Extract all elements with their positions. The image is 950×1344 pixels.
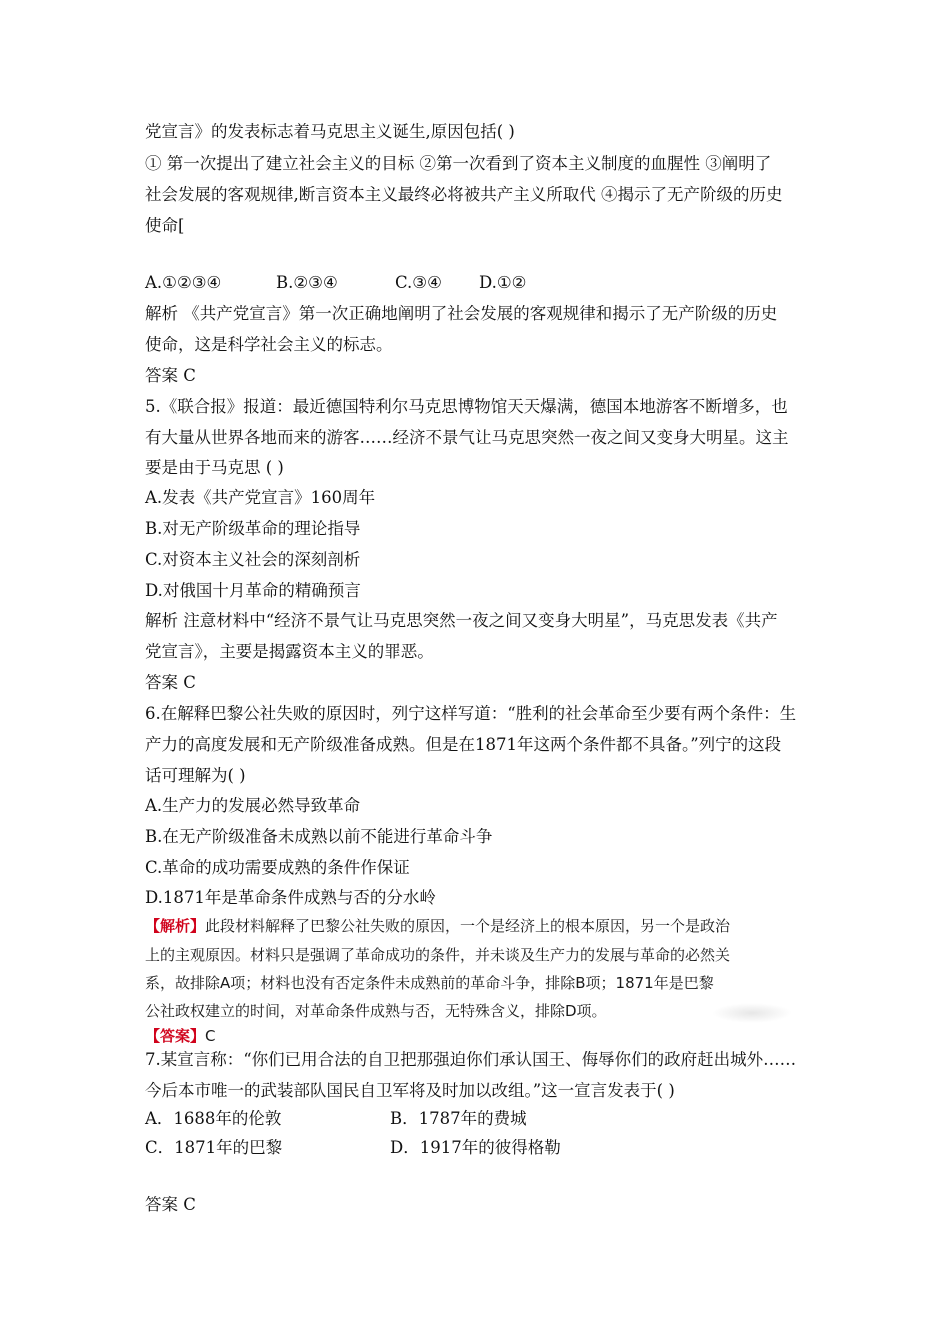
- q6-option-a: A.生产力的发展必然导致革命: [145, 796, 361, 815]
- q6-stem-line-3: 话可理解为( ): [145, 766, 246, 785]
- q4-option-c: C.③④: [395, 273, 442, 292]
- q4-analysis-line-1: 解析 《共产党宣言》第一次正确地阐明了社会发展的客观规律和揭示了无产阶级的历史: [145, 304, 778, 323]
- q7-option-d: D．1917年的彼得格勒: [390, 1138, 561, 1157]
- q4-option-b: B.②③④: [276, 273, 338, 292]
- q7-option-a: A．1688年的伦敦: [145, 1109, 282, 1128]
- q6-analysis-line-4: 公社政权建立的时间，对革命条件成熟与否，无特殊含义，排除D项。: [145, 1002, 607, 1020]
- q6-analysis-line-2: 上的主观原因。材料只是强调了革命成功的条件，并未谈及生产力的发展与革命的必然关: [145, 946, 731, 964]
- q4-stem-line-1: 党宣言》的发表标志着马克思主义诞生,原因包括( ): [145, 122, 515, 141]
- q4-option-a: A.①②③④: [145, 273, 222, 292]
- q6-option-d: D.1871年是革命条件成熟与否的分水岭: [145, 888, 436, 907]
- q6-stem-line-1: 6.在解释巴黎公社失败的原因时，列宁这样写道：“胜利的社会革命至少要有两个条件：生: [145, 704, 797, 723]
- q4-option-d: D.①②: [479, 273, 527, 292]
- q5-option-b: B.对无产阶级革命的理论指导: [145, 519, 361, 538]
- q7-option-c: C．1871年的巴黎: [145, 1138, 283, 1157]
- scan-smudge: [712, 1003, 792, 1023]
- analysis-text: 此段材料解释了巴黎公社失败的原因，一个是经济上的根本原因，另一个是政治: [205, 917, 731, 935]
- q5-stem-line-3: 要是由于马克思 ( ): [145, 458, 284, 477]
- q5-stem-line-1: 5.《联合报》报道：最近德国特利尔马克思博物馆天天爆满，德国本地游客不断增多，也: [145, 397, 788, 416]
- q6-option-c: C.革命的成功需要成熟的条件作保证: [145, 858, 410, 877]
- analysis-tag: 【解析】: [145, 917, 206, 935]
- q6-answer: [145, 1025, 216, 1047]
- q6-analysis-line-3: 系，故排除A项；材料也没有否定条件未成熟前的革命斗争，排除B项；1871年是巴黎: [145, 974, 714, 992]
- answer-tag: 【答案】: [145, 1027, 206, 1045]
- q5-analysis-line-1: 解析 注意材料中“经济不景气让马克思突然一夜之间又变身大明星”，马克思发表《共产: [145, 611, 778, 630]
- q4-stem-line-4: 使命[: [145, 216, 185, 235]
- q7-answer: 答案 C: [145, 1195, 196, 1214]
- q5-option-d: D.对俄国十月革命的精确预言: [145, 581, 361, 600]
- q5-analysis-line-2: 党宣言》，主要是揭露资本主义的罪恶。: [145, 642, 434, 661]
- q5-answer: 答案 C: [145, 673, 196, 692]
- answer-value: C: [205, 1027, 216, 1045]
- q6-stem-line-2: 产力的高度发展和无产阶级准备成熟。但是在1871年这两个条件都不具备。”列宁的这段: [145, 735, 782, 754]
- q5-option-a: A.发表《共产党宣言》160周年: [145, 488, 376, 507]
- q7-stem-line-2: 今后本市唯一的武装部队国民自卫军将及时加以改组。”这一宣言发表于( ): [145, 1081, 675, 1100]
- q4-analysis-line-2: 使命，这是科学社会主义的标志。: [145, 335, 393, 354]
- q5-option-c: C.对资本主义社会的深刻剖析: [145, 550, 361, 569]
- q6-option-b: B.在无产阶级准备未成熟以前不能进行革命斗争: [145, 827, 493, 846]
- q7-option-b: B．1787年的费城: [390, 1109, 527, 1128]
- q4-answer: 答案 C: [145, 366, 196, 385]
- q7-stem-line-1: 7.某宣言称：“你们已用合法的自卫把那强迫你们承认国王、侮辱你们的政府赶出城外……: [145, 1050, 797, 1069]
- q6-analysis-line-1: [145, 915, 730, 937]
- q5-stem-line-2: 有大量从世界各地而来的游客……经济不景气让马克思突然一夜之间又变身大明星。这主: [145, 428, 789, 447]
- q4-stem-line-3: 社会发展的客观规律,断言资本主义最终必将被共产主义所取代 ④揭示了无产阶级的历史: [145, 185, 783, 204]
- q4-stem-line-2: ① 第一次提出了建立社会主义的目标 ②第一次看到了资本主义制度的血腥性 ③阐明了: [145, 154, 772, 173]
